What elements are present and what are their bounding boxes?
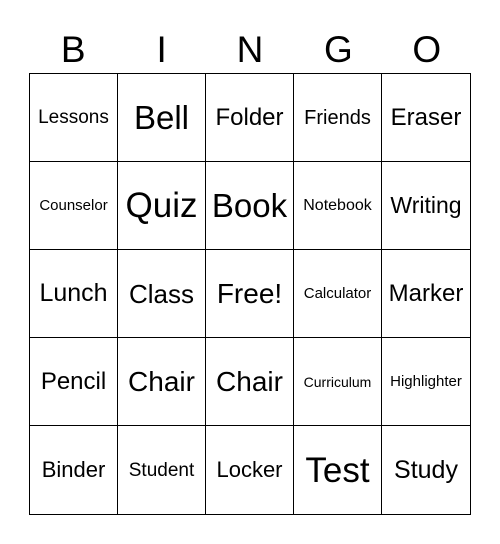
bingo-cell[interactable]: Book (206, 162, 294, 250)
bingo-card-grid (29, 73, 471, 515)
header-letter-g: G (323, 28, 353, 70)
bingo-cell[interactable]: Chair (206, 338, 294, 426)
header-letter-b: B (60, 28, 86, 70)
header-letter-i: I (156, 28, 167, 70)
bingo-cell[interactable]: Marker (382, 250, 470, 338)
bingo-cell free-space[interactable]: Free! (206, 250, 294, 338)
bingo-cell[interactable]: Study (394, 455, 458, 484)
bingo-cell[interactable]: Bell (118, 74, 206, 162)
bingo-cell[interactable]: Lunch (30, 250, 118, 338)
bingo-cell[interactable]: Pencil (30, 338, 118, 426)
bingo-cell[interactable]: Counselor (30, 162, 118, 250)
bingo-cell[interactable]: Highlighter (382, 338, 470, 426)
bingo-cell[interactable]: Class (118, 250, 206, 338)
bingo-cell[interactable]: Notebook (294, 162, 382, 250)
bingo-cell[interactable]: Calculator (294, 250, 382, 338)
bingo-cell[interactable]: Chair (118, 338, 206, 426)
header-letter-n: N (236, 28, 264, 70)
bingo-cell[interactable]: Locker (206, 426, 294, 514)
bingo-cell[interactable]: Quiz (118, 162, 206, 250)
bingo-cell[interactable]: Writing (382, 162, 470, 250)
header-letter-o: O (412, 28, 442, 70)
bingo-header (29, 26, 471, 72)
bingo-cell[interactable]: Curriculum (294, 338, 382, 426)
bingo-cell[interactable]: Test (294, 426, 382, 514)
bingo-cell[interactable]: Eraser (382, 74, 470, 162)
bingo-cell[interactable]: Binder (30, 426, 118, 514)
bingo-cell[interactable]: Folder (206, 74, 294, 162)
bingo-cell[interactable]: Student (118, 426, 206, 514)
bingo-cell[interactable]: Friends (294, 74, 382, 162)
bingo-cell[interactable]: Lessons (30, 74, 118, 162)
